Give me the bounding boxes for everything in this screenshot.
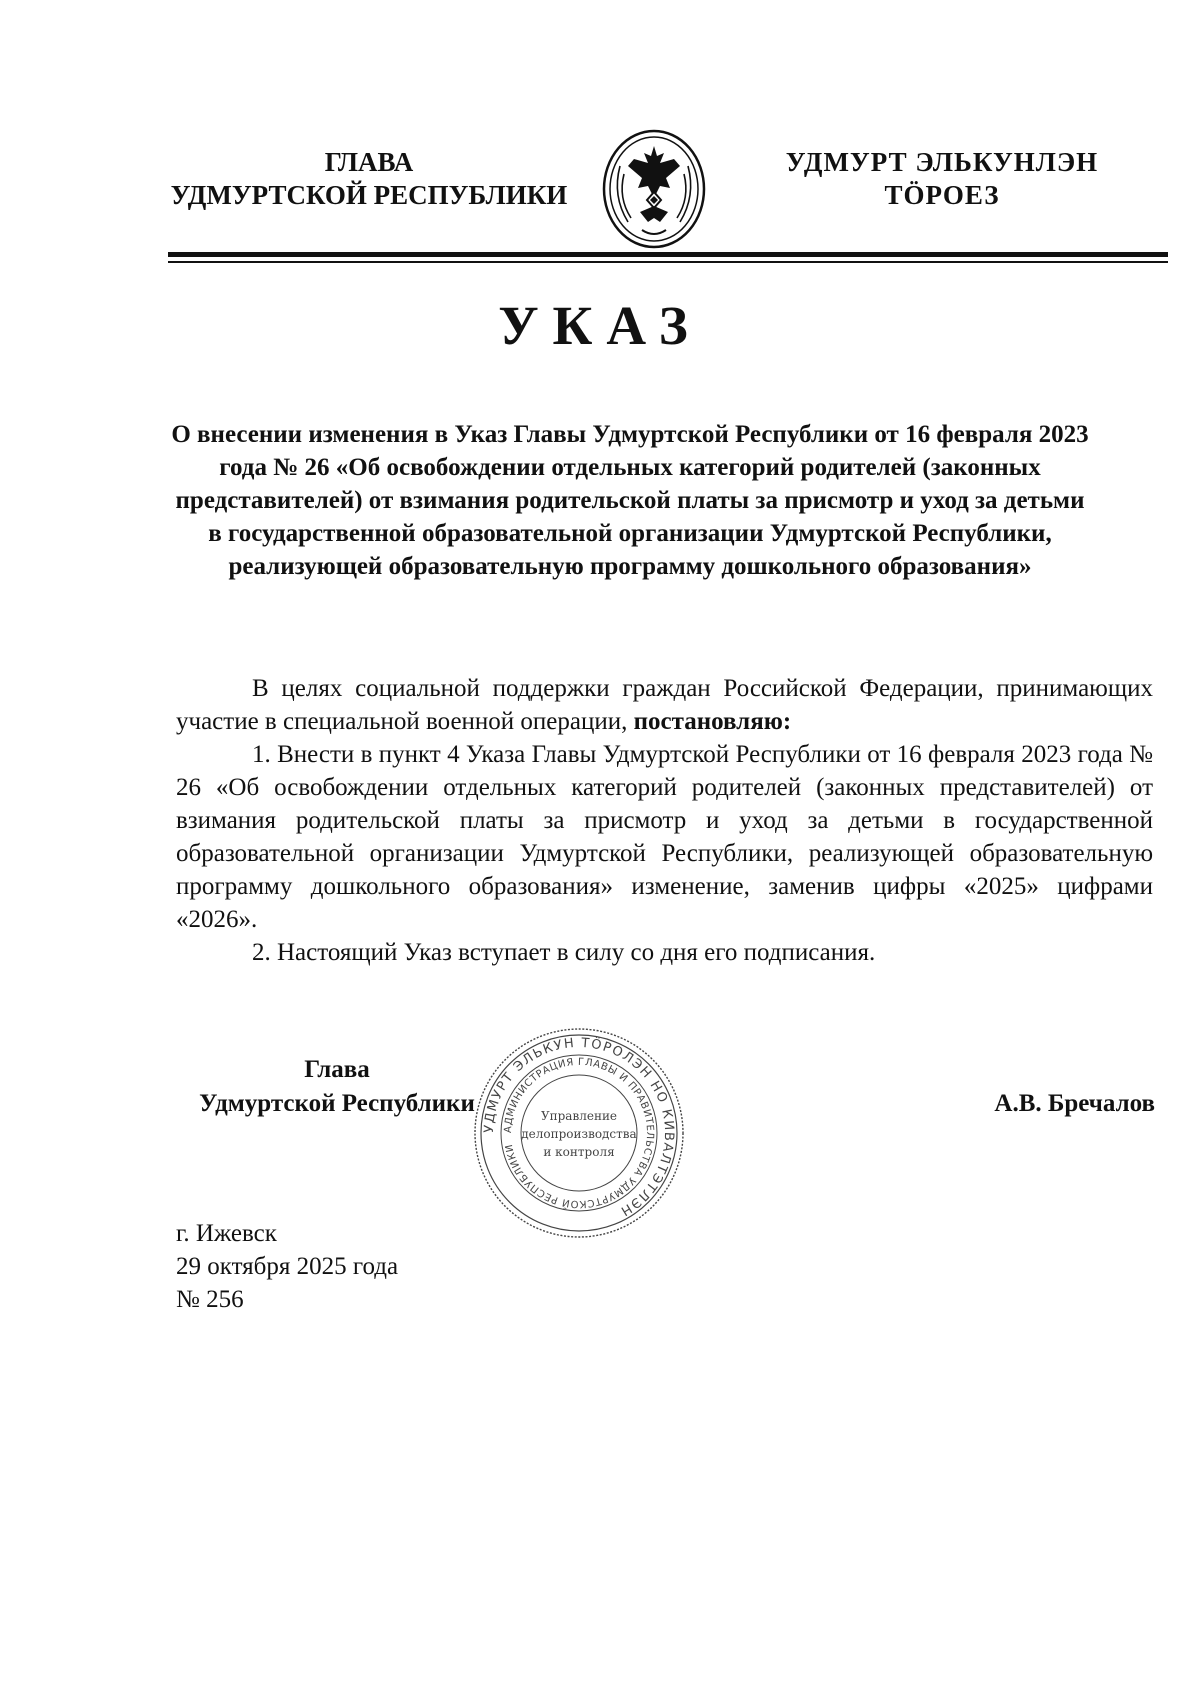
- header-divider: [168, 252, 1168, 257]
- org-name-line: ГЛАВА: [324, 147, 414, 177]
- document-type-heading: УКАЗ: [498, 295, 702, 356]
- signatory-name: А.В. Бречалов: [994, 1090, 1155, 1117]
- document-title: О внесении изменения в Указ Главы Удмуртской Республики от 16 февраля 2023 года № 26 «Об освобождении отдельных категорий родителей (законных представителей) от взимания родительской платы за присмотр и уход за детьми в государственной образовательной организации Удмуртской Республики, реализующей образовательную программу дошкольного образования»: [171, 421, 1089, 580]
- signatory-title-line: Удмуртской Республики: [199, 1090, 475, 1117]
- stamp-outer-ring-text: УДМУРТ ЭЛЬКУН ТӦРОЛЭН НО КИВАЛТЭТЛЭН: [481, 1035, 677, 1219]
- preamble-decree-word: постановляю:: [633, 708, 792, 735]
- coat-of-arms-icon: [598, 126, 710, 252]
- date: 29 октября 2025 года: [176, 1253, 399, 1280]
- org-name-line: УДМУРТСКОЙ РЕСПУБЛИКИ: [170, 180, 568, 210]
- org-name-line: ТӦРОЕЗ: [884, 180, 1000, 210]
- stamp-inner-ring-text: АДМИНИСТРАЦИЯ ГЛАВЫ И ПРАВИТЕЛЬСТВА УДМУРТСКОЙ РЕСПУБЛИКИ: [502, 1056, 656, 1210]
- signatory-title: [172, 1053, 502, 1121]
- org-name-line: УДМУРТ ЭЛЬКУНЛЭН: [785, 147, 1099, 177]
- org-name-udmurt: [773, 146, 1111, 212]
- item-2-paragraph: 2. Настоящий Указ вступает в силу со дня его подписания.: [252, 939, 876, 966]
- preamble-text: В целях социальной поддержки граждан Российской Федерации, принимающих участие в специальной военной операции,: [176, 675, 1153, 735]
- org-name-russian: [150, 146, 588, 212]
- signatory-title-line: Глава: [304, 1056, 370, 1083]
- stamp-center-line: Управление: [540, 1109, 618, 1123]
- item-1-paragraph: 1. Внести в пункт 4 Указа Главы Удмуртской Республики от 16 февраля 2023 года № 26 «Об освобождении отдельных категорий родителей (законных представителей) от взимания родительской платы за присмотр и уход за детьми в государственной образовательной организации Удмуртской Республики, реализующей образовательную программу дошкольного образования» изменение, заменив цифры «2025» цифрами «2026».: [176, 741, 1153, 933]
- document-number: № 256: [176, 1286, 244, 1313]
- stamp-center-line: и контроля: [543, 1145, 615, 1159]
- preamble-paragraph: [176, 672, 1153, 738]
- document-body: [176, 672, 1153, 969]
- place-date-number: [176, 1217, 576, 1316]
- official-stamp: [469, 1023, 689, 1243]
- city: г. Ижевск: [176, 1220, 277, 1247]
- header-divider-thin: [168, 261, 1168, 263]
- stamp-center-line: делопроизводства: [521, 1127, 637, 1141]
